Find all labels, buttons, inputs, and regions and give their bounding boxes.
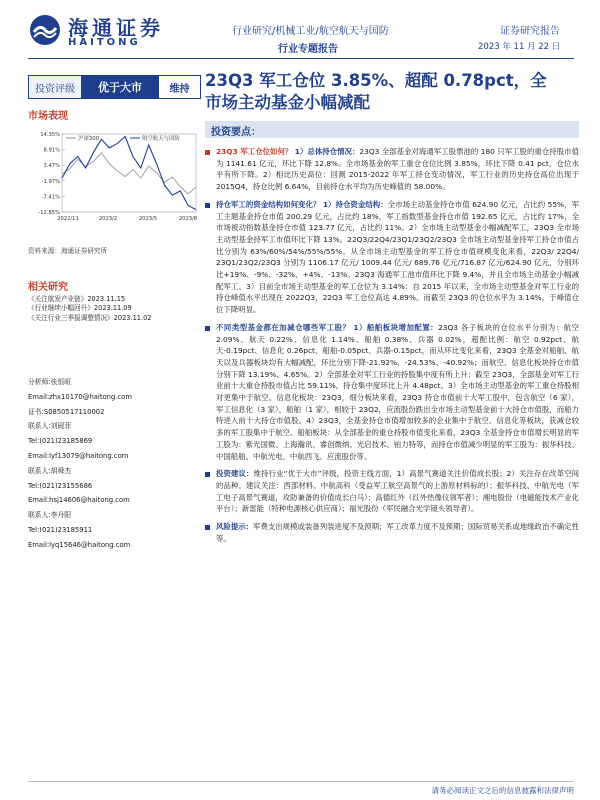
analyst-list bbox=[28, 375, 200, 553]
y-tick-label: -1.97% bbox=[41, 178, 60, 185]
analyst-line: Tel:(021)23155686 bbox=[28, 481, 93, 490]
point-text: 维持行业“优于大市”评级，投资主线方面，1）高景气赛道关注价值成长股；2）关注存在改革空间的品种。建议关注：西部材料、中航高科（受益军工航空高景气的上游原材料标的）；振华科技、中航光电（军工电子高景气赛道，攻防兼备的价值成长白马）；高德红外（红外热像仪领军者）；湘电股份（电磁能技术产业化平台）；新雷能（特种电源核心供应商）；福光股份（军民融合光学镜头领导者）。 bbox=[216, 469, 579, 514]
x-tick-label: 2023/8 bbox=[178, 216, 198, 222]
point-text: 23Q3 各子板块的仓位水平分别为：航空 2.09%、航天 0.22%、信息化 1.14%、船舶 0.38%、兵器 0.02%，超配比例：航空 0.92pct、航天-0.19pct、信息化 0.26pct、船舶-0.05pct、兵器-0.15pct，而从环比变化来看，23Q3 全基金对船舶、航天以及兵器板块均有大幅减配，环比分别下降-21.92%、-24.53%、-40.92%；而航空、信息化板块持仓市值分别下降 13.19%、4.65%。2）全部基金对军工行业的持股集中度有所上升：截至 23Q3，全部基金对军工行业前十大重仓持股市值占比 59.11%，持仓集中度环比上升 4.48pct。3）全市场主动型基金的军工重仓持股相对更集中于航空、信息化板块：23Q3，细分板块来看，23Q3 持仓市值前十大军工股中，包含航空（6 家），军工信息化（3 家），船舶（1 家），相较于 23Q2，应流股份跌出全市场主动型基金前十大持仓市值股，而船力特进入前十大持仓市值股。4）23Q3，全基金持仓市值增加较多的企业集中于航空、信息化等板块，获减仓较多的军工股集中于航空、船舶板块：从全部基金的重仓持股市值变化来看，23Q3 全基金持仓市值增长明显的军工股为：紫光国微、上海瀚讯、睿创微纳、光启技术、铂力特等，而持仓市值减少明显的军工股为：振华科技、中国船舶、中航光电、中航西飞、应流股份等。 bbox=[216, 322, 579, 461]
report-type: 行业专题报告 bbox=[278, 44, 338, 55]
analyst-line: 分析师:张恒晅 bbox=[28, 378, 72, 386]
point-lead: 23Q3 军工仓位如何？ bbox=[216, 147, 293, 156]
report-date: 2023 年 11 月 22 日 bbox=[478, 42, 561, 52]
point-bold: 1）船舶板块增加配置： bbox=[353, 322, 439, 332]
market-chart-svg bbox=[28, 128, 200, 224]
chart-source: 资料来源：海通证券研究所 bbox=[28, 247, 108, 255]
key-points-title: 投资要点： bbox=[211, 127, 261, 138]
title-line-2: 市场主动基金小幅减配 bbox=[205, 93, 370, 112]
key-points-bar bbox=[205, 121, 579, 138]
analyst-line[interactable]: Email:zhx10170@haitong.com bbox=[28, 392, 132, 401]
title-line-1: 23Q3 军工仓位 3.85%、超配 0.78pct，全 bbox=[205, 71, 547, 90]
point-paragraph bbox=[205, 521, 579, 544]
logo-en: HAITONG bbox=[68, 37, 141, 48]
point-text: 全市场主动基金持仓市值 624.90 亿元，占比约 55%，军工主题基金持仓市值 200.29 亿元，占比约 18%，军工指数型基金持仓市值 192.65 亿元，占比约 17%，全市场被动指数基金持仓市值 123.77 亿元，占比约 11%。2）全市场主动型基金小幅减配军工，23Q3 全市场主动型基金持军工市值环比下降 13%。22Q3/22Q4/23Q1/23Q2/23Q3 全市场主动型基金持军工持仓市值占比分别为 63%/60%/54%/55%/55%。从全市场主动型基金的军工持仓市值规模变化来看，22Q3/ 22Q4/ 23Q1/23Q2/23Q3 分别为 1106.17 亿元/ 1009.44 亿元/ 689.76 亿元/716.87 亿元/624.90 亿元，分别环比+19%、-9%、-32%、+4%、-13%。23Q3 海通军工池市值环比下降 9.4%，并且全市场主动基金小幅减配军工。3）目前全市场主动型基金的军工仓位为 3.14%：自 2015 年以来，全市场主动型基金对军工行业的持仓峰值水平出现在 2022Q3，22Q3 军工仓位高达 4.89%。而截至 23Q3 的仓位水平为 3.14%，于峰值仓位下降明显。 bbox=[216, 199, 579, 315]
x-tick-label: 2023/5 bbox=[138, 216, 158, 222]
header-divider bbox=[28, 58, 574, 59]
point-lead: 不同类型基金都在加减仓哪些军工股？ bbox=[216, 322, 351, 332]
y-tick-label: -12.85% bbox=[38, 210, 60, 216]
analyst-line: 联系人:李丹阳 bbox=[28, 511, 72, 520]
analyst-line: 联系人:刘砚菲 bbox=[28, 422, 72, 431]
point-text: 23Q3 全部基金对海通军工股票池的 180 只军工股的重仓持股市值为 1141.61 亿元，环比下降 12.8%。全市场基金的军工重仓仓位比例 3.85%，环比下降 0.41 pct，仓位水平有所下降。2）相比历史高位：回测 2015-2022 年军工持仓变动情况，军工行业的历史持仓高位出现于 2015Q4，持仓比例 6.64%，目前持仓水平均为历史峰值的 58.00%。 bbox=[216, 147, 579, 192]
related-item[interactable]: 《行业继续小幅回升》2023.11.09 bbox=[28, 304, 132, 313]
market-section-title: 市场表现 bbox=[28, 111, 68, 122]
y-tick-label: 8.91% bbox=[43, 147, 60, 154]
y-tick-label: 14.35% bbox=[40, 132, 60, 138]
footer-disclaimer: 请务必阅读正文之后的信息披露和法律声明 bbox=[431, 786, 574, 795]
related-item[interactable]: 《关注行业三季报调整情况》2023.11.02 bbox=[28, 313, 152, 322]
analyst-line: Tel:(021)23185869 bbox=[28, 437, 93, 446]
x-tick-label: 2022/11 bbox=[57, 216, 79, 222]
point-paragraph bbox=[205, 199, 579, 316]
legend-label: 航空航天与国防 bbox=[142, 136, 180, 142]
footer-divider bbox=[28, 781, 574, 782]
industry-nav: 行业研究/机械工业/航空航天与国防 bbox=[232, 26, 389, 37]
analyst-line[interactable]: Email:hsj14606@haitong.com bbox=[28, 496, 130, 505]
point-text: 军费支出规模或装备列装进度不及预期；军工改革力度不及预期；国际贸易关系或地缘政治不确定性等。 bbox=[216, 522, 579, 543]
market-chart bbox=[28, 128, 200, 224]
rating-box bbox=[28, 75, 201, 99]
x-tick-label: 2023/2 bbox=[98, 216, 118, 222]
analyst-line: Tel:(021)23185911 bbox=[28, 525, 93, 534]
related-item[interactable]: 《关注航发产业链》2023.11.15 bbox=[28, 295, 126, 303]
analyst-line: 证书:S0850517110002 bbox=[28, 407, 105, 416]
report-label: 证券研究报告 bbox=[500, 26, 560, 37]
y-tick-label: -7.41% bbox=[41, 194, 60, 201]
logo-cn: 海通证券 bbox=[68, 16, 164, 40]
point-lead: 持仓军工的资金结构如何变化？ bbox=[216, 199, 321, 209]
legend-label: 沪深300 bbox=[78, 136, 100, 142]
logo-mark-icon bbox=[28, 14, 62, 46]
y-tick-label: 3.47% bbox=[43, 163, 60, 170]
rating-value: 优于大市 bbox=[81, 76, 159, 98]
point-lead: 风险提示： bbox=[216, 522, 254, 532]
point-paragraph bbox=[205, 322, 579, 462]
point-bold: 1）总体持仓情况： bbox=[294, 147, 360, 156]
point-bold: 1）持仓资金结构： bbox=[322, 199, 388, 209]
analyst-line: 联系人:胡舜杰 bbox=[28, 466, 72, 475]
related-list bbox=[28, 295, 200, 323]
related-section-title: 相关研究 bbox=[28, 282, 68, 293]
rating-label: 投资评级 bbox=[29, 76, 81, 98]
point-lead: 投资建议： bbox=[216, 469, 254, 479]
analyst-line[interactable]: Email:lyf13079@haitong.com bbox=[28, 451, 129, 460]
series-line bbox=[62, 153, 196, 194]
company-logo bbox=[28, 12, 188, 48]
rating-action: 维持 bbox=[169, 83, 190, 95]
point-paragraph bbox=[205, 468, 579, 515]
point-paragraph bbox=[205, 146, 579, 193]
key-points-body bbox=[205, 146, 579, 551]
analyst-line[interactable]: Email:lyq15646@haitong.com bbox=[28, 540, 131, 549]
report-title bbox=[205, 70, 585, 114]
